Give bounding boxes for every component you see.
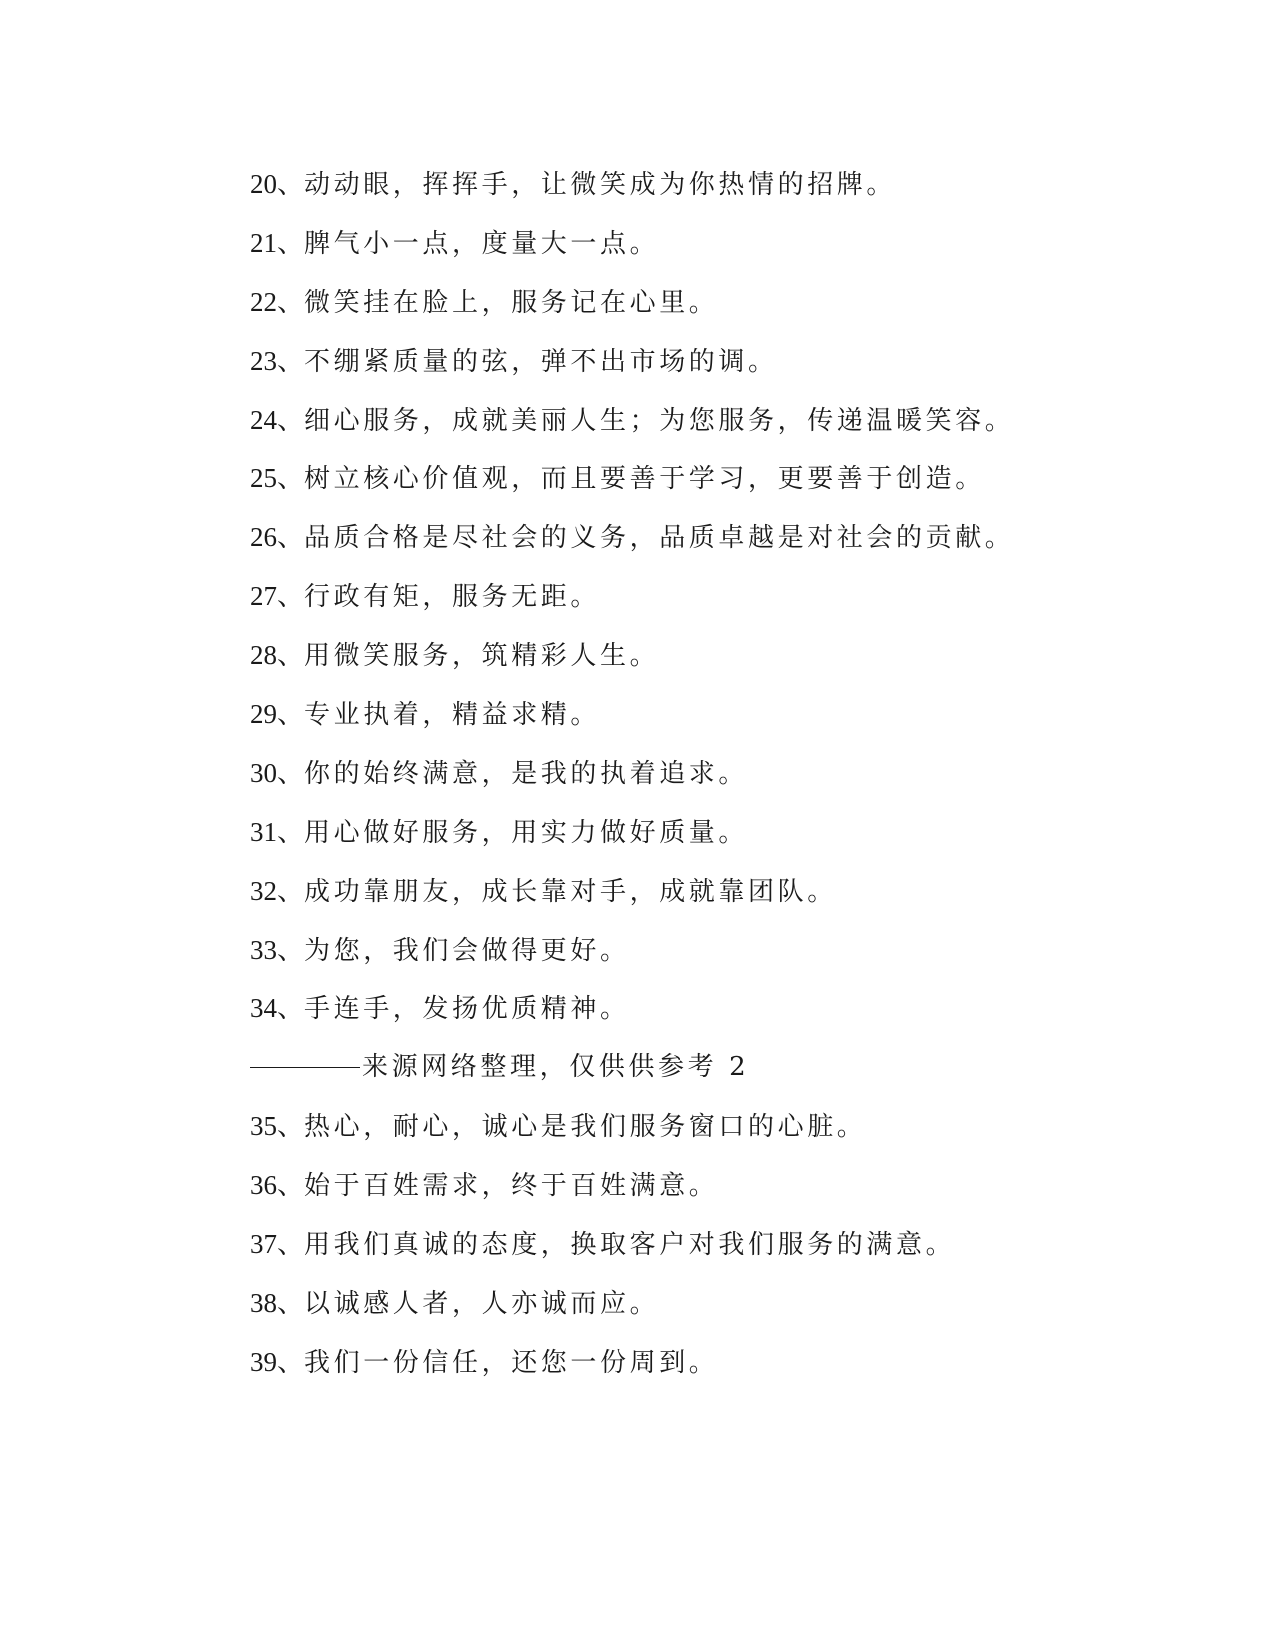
item-text: 微笑挂在脸上，服务记在心里。 [304,287,719,318]
item-number: 26、 [250,522,304,553]
item-text: 动动眼，挥挥手，让微笑成为你热情的招牌。 [304,170,897,200]
item-number: 24、 [250,404,304,435]
item-number: 20、 [250,169,304,199]
source-dash [250,1067,360,1068]
item-number: 36、 [250,1170,304,1201]
list-item [250,685,1210,744]
item-number: 33、 [250,934,304,965]
item-text: 专业执着，精益求精。 [304,700,601,731]
item-text: 成功靠朋友，成长靠对手，成就靠团队。 [304,876,837,907]
list-item [250,862,1210,921]
item-number: 38、 [250,1287,304,1318]
item-number: 35、 [250,1111,304,1142]
list-item [250,1215,1210,1274]
list-item [250,214,1210,273]
item-text: 我们一份信任，还您一份周到。 [304,1347,719,1378]
item-number: 30、 [250,757,304,788]
item-number: 22、 [250,286,304,317]
item-number: 28、 [250,640,304,671]
list-item [250,508,1210,567]
item-text: 你的始终满意，是我的执着追求。 [304,758,749,789]
list-item [250,391,1210,450]
item-text: 用我们真诚的态度，换取客户对我们服务的满意。 [304,1230,956,1261]
list-item [250,332,1210,391]
item-number: 27、 [250,581,304,612]
item-number: 29、 [250,699,304,730]
item-text: 为您，我们会做得更好。 [304,935,630,966]
source-note-text: 来源网络整理，仅供供参考 2 [362,1052,750,1083]
item-number: 21、 [250,227,304,258]
item-text: 手连手，发扬优质精神。 [304,994,630,1025]
list-item [250,979,1210,1038]
list-item [250,803,1210,862]
item-number: 23、 [250,345,304,376]
list-item [250,155,1210,214]
item-text: 行政有矩，服务无距。 [304,582,601,613]
list-item [250,1333,1210,1392]
item-text: 树立核心价值观，而且要善于学习，更要善于创造。 [304,464,985,495]
list-item [250,626,1210,685]
item-text: 始于百姓需求，终于百姓满意。 [304,1171,719,1202]
item-text: 细心服务，成就美丽人生；为您服务，传递温暖笑容。 [304,405,1015,436]
item-number: 37、 [250,1229,304,1260]
item-text: 用微笑服务，筑精彩人生。 [304,641,660,672]
list-item [250,1156,1210,1215]
item-text: 用心做好服务，用实力做好质量。 [304,817,749,848]
item-text: 品质合格是尽社会的义务，品质卓越是对社会的贡献。 [304,523,1015,554]
slogan-list [250,155,1210,1392]
item-text: 脾气小一点，度量大一点。 [304,228,660,259]
list-item [250,273,1210,332]
item-number: 31、 [250,816,304,847]
item-text: 以诚感人者，人亦诚而应。 [304,1288,660,1319]
source-note [250,1038,1210,1097]
list-item [250,744,1210,803]
item-number: 32、 [250,875,304,906]
item-number: 34、 [250,993,304,1024]
list-item [250,449,1210,508]
item-number: 25、 [250,463,304,494]
list-item [250,921,1210,980]
item-text: 热心，耐心，诚心是我们服务窗口的心脏。 [304,1112,867,1143]
item-text: 不绷紧质量的弦，弹不出市场的调。 [304,346,778,377]
list-item [250,1274,1210,1333]
list-item [250,567,1210,626]
item-number: 39、 [250,1346,304,1377]
list-item [250,1097,1210,1156]
